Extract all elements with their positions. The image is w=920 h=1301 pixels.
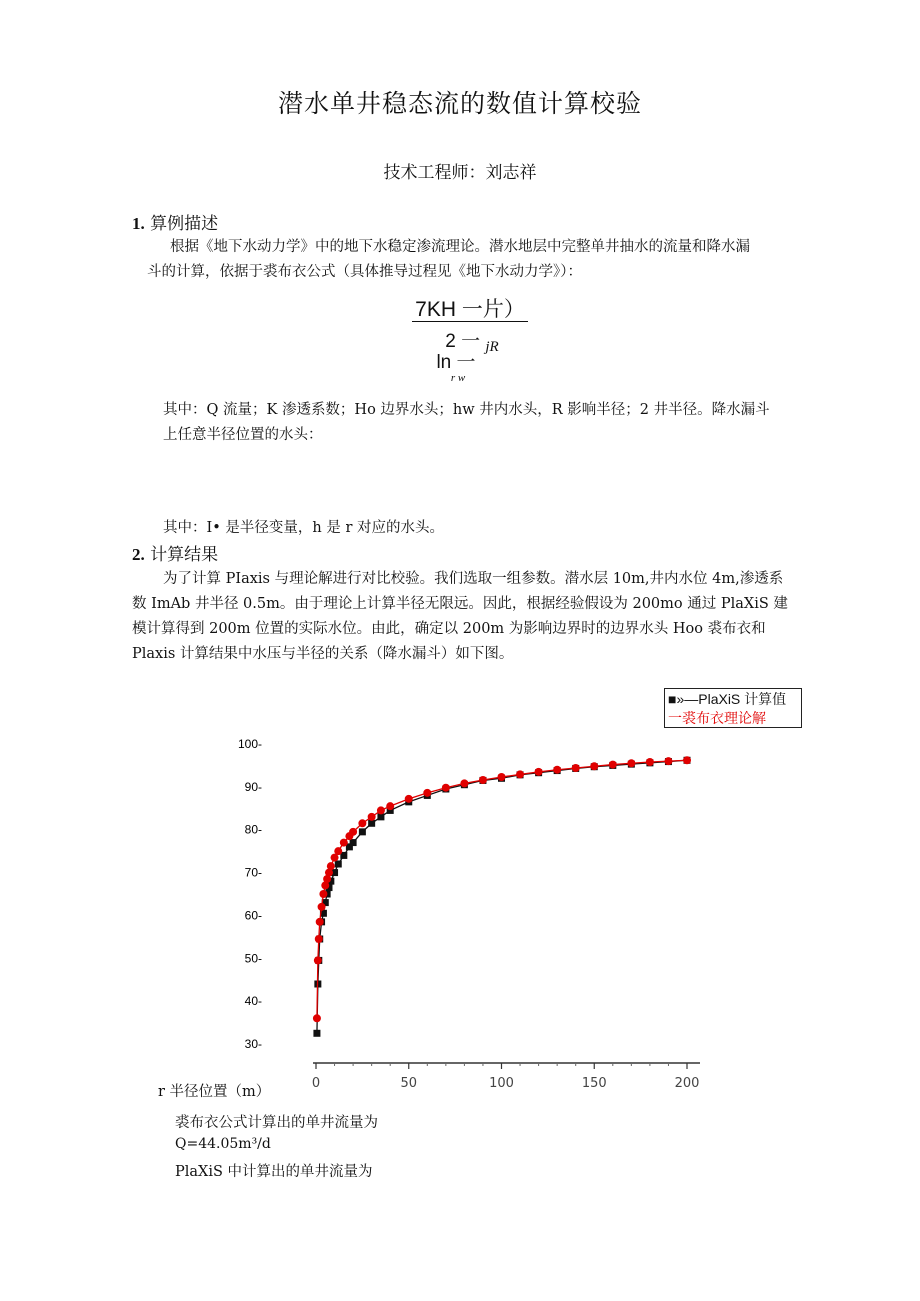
- data-point: [314, 956, 322, 964]
- x-tick-label: 0: [311, 1076, 321, 1091]
- data-point: [646, 758, 654, 766]
- y-tick-label: 40-: [244, 994, 262, 1009]
- data-point: [316, 918, 324, 926]
- data-point: [627, 759, 635, 767]
- data-point: [335, 861, 342, 868]
- y-tick-label: 70-: [244, 865, 262, 880]
- legend-dupuit: 一裘布衣理论解: [668, 710, 766, 726]
- y-tick-label: 90-: [244, 779, 262, 794]
- data-point: [609, 761, 617, 769]
- series-line: [317, 760, 687, 1033]
- data-point: [460, 779, 468, 787]
- data-point: [327, 862, 335, 870]
- data-point: [359, 828, 366, 835]
- data-point: [349, 828, 357, 836]
- y-tick-label: 50-: [244, 951, 262, 966]
- data-point: [315, 935, 323, 943]
- data-point: [405, 795, 413, 803]
- x-tick-label: 50: [400, 1076, 418, 1091]
- result-line2: Q=44.05m³/d: [175, 1136, 271, 1152]
- section2-para-line4: Plaxis 计算结果中水压与半径的关系（降水漏斗）如下图。: [132, 646, 514, 662]
- y-tick-label: 60-: [244, 908, 262, 923]
- data-point: [553, 766, 561, 774]
- series-dupuit: [313, 756, 691, 1022]
- series-plaxis: [313, 757, 690, 1037]
- data-point: [350, 839, 357, 846]
- formula-line3: ln 一: [436, 352, 476, 373]
- data-point: [498, 773, 506, 781]
- formula-line2: 2 一 $_{jR}$: [445, 331, 499, 355]
- section2-para-line1: 为了计算 PIaxis 与理论解进行对比校验。我们选取一组参数。潜水层 10m,井内水位 4m,渗透系: [163, 571, 784, 587]
- data-point: [358, 819, 366, 827]
- page-title: 潜水单井稳态流的数值计算校验: [277, 89, 642, 118]
- y-tick-label: 30-: [244, 1037, 262, 1051]
- data-point: [386, 802, 394, 810]
- x-tick-label: 200: [674, 1076, 700, 1091]
- formula-line4: r w: [450, 372, 466, 384]
- x-tick-label: 150: [581, 1076, 607, 1091]
- section2-number: 2.: [132, 545, 145, 564]
- data-point: [318, 903, 326, 911]
- result-line3: PlaXiS 中计算出的单井流量为: [175, 1164, 373, 1180]
- y-tick-labels: [238, 737, 262, 1051]
- data-point: [479, 776, 487, 784]
- section2-title: 计算结果: [150, 545, 219, 565]
- data-point: [313, 1030, 320, 1037]
- result-line1: 裘布衣公式计算出的单井流量为: [175, 1115, 378, 1131]
- section2-para-line3: 模计算得到 200m 位置的实际水位。由此，确定以 200m 为影响边界时的边界水头 Hoo 裘布衣和: [132, 621, 766, 637]
- section1-para-line1: 根据《地下水动力学》中的地下水稳定渗流理论。潜水地层中完整单井抽水的流量和降水漏: [170, 239, 750, 255]
- section1-title: 算例描述: [150, 214, 219, 234]
- section1-para-line2: 斗的计算，依据于裘布衣公式（具体推导过程见《地下水动力学》）：: [147, 264, 582, 280]
- x-axis-label: r 半径位置（m）: [158, 1084, 271, 1100]
- legend-plaxis: ■»—PlaXiS 计算值: [668, 691, 787, 707]
- section2-para-line2: 数 ImAb 井半径 0.5m。由于理论上计算半径无限远。因此，根据经验假设为 200mo 通过 PlaXiS 建: [132, 596, 788, 612]
- data-point: [319, 890, 327, 898]
- data-point: [423, 789, 431, 797]
- data-point: [535, 768, 543, 776]
- where1-line2: 上任意半径位置的水头：: [163, 427, 323, 443]
- section1-number: 1.: [132, 214, 145, 233]
- y-tick-label: 100-: [237, 737, 262, 751]
- data-point: [590, 762, 598, 770]
- data-point: [334, 847, 342, 855]
- y-tick-label: 80-: [244, 822, 262, 837]
- data-point: [442, 784, 450, 792]
- data-point: [377, 806, 385, 814]
- where1-line1: 其中：Q 流量；K 渗透系数；Ho 边界水头；hw 井内水头，R 影响半径；2 井半径。降水漏斗: [163, 402, 770, 418]
- where2-line: 其中：I• 是半径变量，h 是 r 对应的水头。: [163, 520, 444, 536]
- data-point: [340, 839, 348, 847]
- series-line: [317, 760, 687, 1018]
- data-point: [313, 1014, 321, 1022]
- formula-numerator: 7KH 一片）: [10, 293, 920, 323]
- data-point: [683, 756, 691, 764]
- data-point: [368, 813, 376, 821]
- author-line: 技术工程师：刘志祥: [383, 163, 537, 183]
- x-tick-labels: [312, 1063, 700, 1091]
- data-point: [516, 770, 524, 778]
- data-point: [572, 764, 580, 772]
- data-point: [664, 757, 672, 765]
- x-tick-label: 100: [489, 1076, 514, 1091]
